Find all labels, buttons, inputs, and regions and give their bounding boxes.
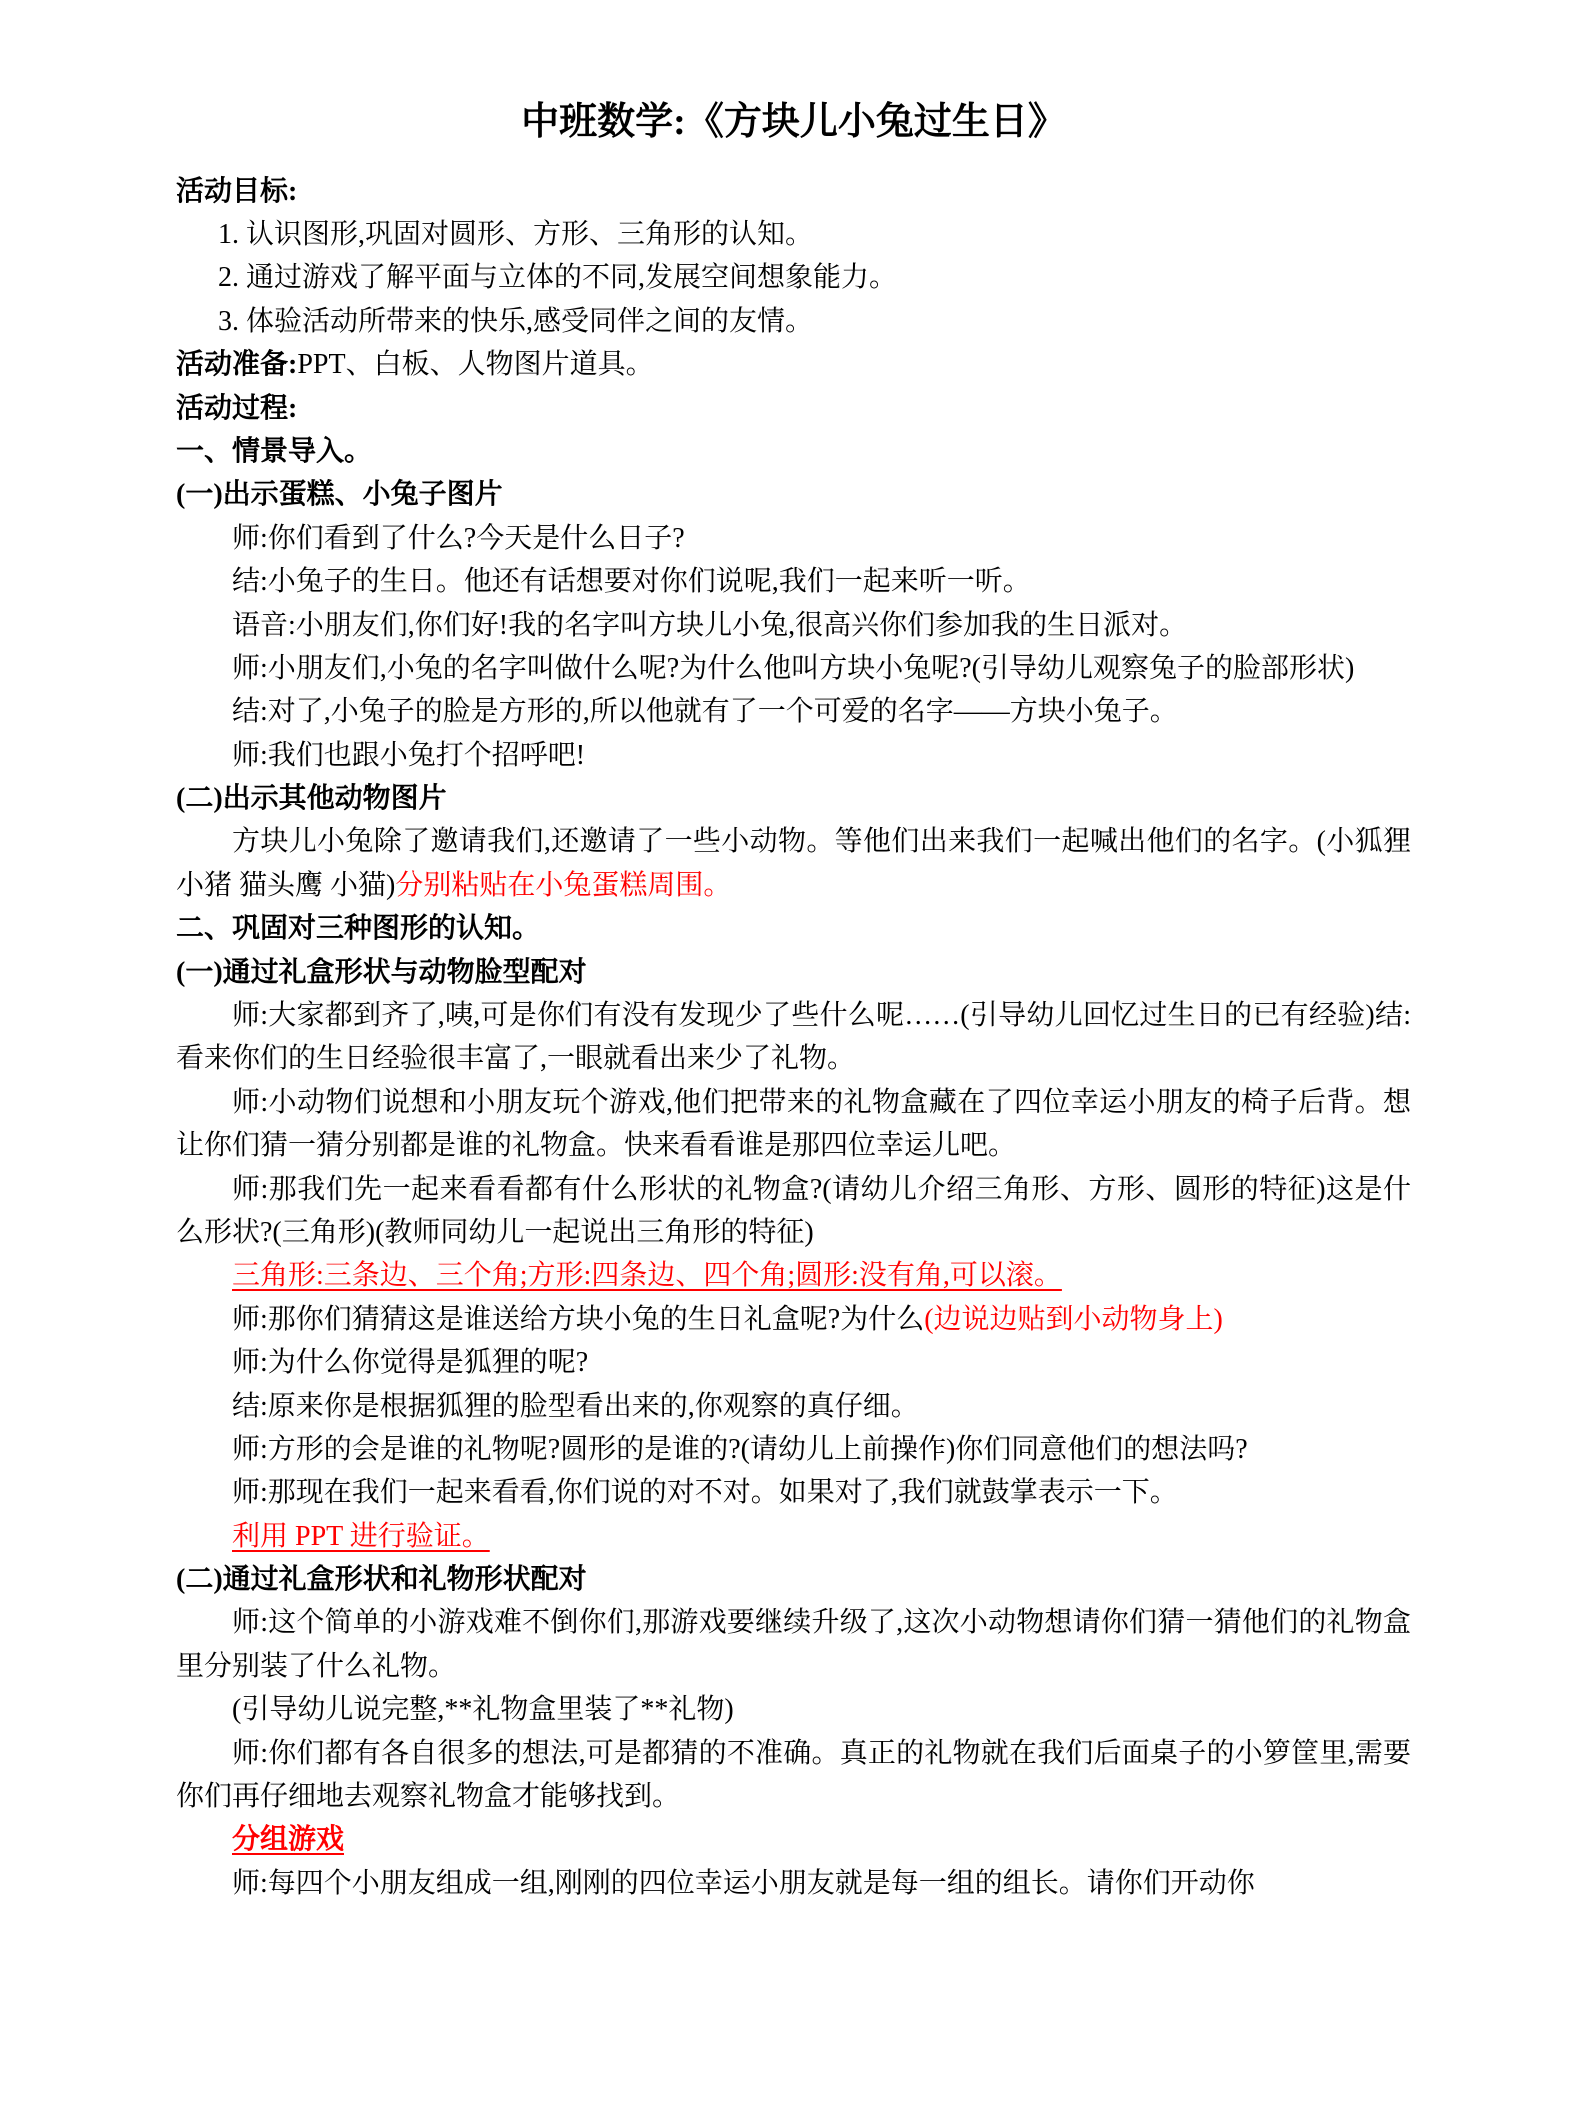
text-segment: 师:这个简单的小游戏难不倒你们,那游戏要继续升级了,这次小动物想请你们猜一猜他们的礼物盒里分别装了什么礼物。	[176, 1607, 1411, 1682]
text-segment: 师:那你们猜猜这是谁送给方块小兔的生日礼盒呢?为什么	[232, 1303, 925, 1335]
text-segment: 师:你们看到了什么?今天是什么日子?	[232, 522, 685, 554]
text-segment: 活动目标:	[176, 175, 298, 207]
paragraph	[176, 1341, 1411, 1384]
paragraph	[176, 1298, 1411, 1341]
paragraph	[176, 1515, 1411, 1558]
paragraph	[176, 951, 1411, 994]
paragraph	[176, 1732, 1411, 1819]
text-segment: 结:原来你是根据狐狸的脸型看出来的,你观察的真仔细。	[232, 1390, 919, 1422]
paragraph	[176, 690, 1411, 733]
document-title: 中班数学:《方块儿小兔过生日》	[521, 101, 1066, 143]
text-segment: 师:每四个小朋友组成一组,刚刚的四位幸运小朋友就是每一组的组长。请你们开动你	[232, 1867, 1255, 1899]
paragraph	[176, 473, 1411, 516]
paragraph	[176, 517, 1411, 560]
paragraph	[176, 1601, 1411, 1688]
text-segment: (一)通过礼盒形状与动物脸型配对	[176, 956, 587, 988]
paragraph	[176, 907, 1411, 950]
paragraph	[176, 994, 1411, 1081]
text-segment: (二)通过礼盒形状和礼物形状配对	[176, 1564, 587, 1596]
text-segment: (一)出示蛋糕、小兔子图片	[176, 479, 503, 511]
text-segment: 语音:小朋友们,你们好!我的名字叫方块儿小兔,很高兴你们参加我的生日派对。	[232, 609, 1188, 641]
paragraph	[176, 1862, 1411, 1905]
paragraph	[176, 1428, 1411, 1471]
paragraph	[176, 820, 1411, 907]
paragraph	[176, 256, 1411, 299]
text-segment: 利用 PPT 进行验证。	[232, 1520, 490, 1552]
text-segment: 师:小动物们说想和小朋友玩个游戏,他们把带来的礼物盒藏在了四位幸运小朋友的椅子后背。想让你们猜一猜分别都是谁的礼物盒。快来看看谁是那四位幸运儿吧。	[176, 1086, 1411, 1162]
paragraph	[176, 213, 1411, 256]
paragraph	[176, 777, 1411, 820]
text-segment: 师:你们都有各自很多的想法,可是都猜的不准确。真正的礼物就在我们后面桌子的小箩筐里,需要你们再仔细地去观察礼物盒才能够找到。	[176, 1737, 1411, 1813]
text-segment: 师:为什么你觉得是狐狸的呢?	[232, 1347, 589, 1379]
paragraph	[176, 387, 1411, 430]
paragraph	[176, 560, 1411, 603]
paragraph	[176, 734, 1411, 777]
text-segment: 2. 通过游戏了解平面与立体的不同,发展空间想象能力。	[218, 262, 898, 294]
text-segment: 分组游戏	[232, 1824, 345, 1856]
paragraph	[176, 300, 1411, 343]
paragraph	[176, 1385, 1411, 1428]
paragraph	[176, 1558, 1411, 1601]
text-segment: 师:方形的会是谁的礼物呢?圆形的是谁的?(请幼儿上前操作)你们同意他们的想法吗?	[232, 1433, 1248, 1465]
text-segment: 方块儿小兔除了邀请我们,还邀请了一些小动物。等他们出来我们一起喊出他们的名字。(小狐狸 小猪 猫头鹰 小猫)	[176, 826, 1411, 901]
text-segment: 结:对了,小兔子的脸是方形的,所以他就有了一个可爱的名字——方块小兔子。	[232, 696, 1178, 728]
text-segment: 活动过程:	[176, 392, 298, 424]
text-segment: 3. 体验活动所带来的快乐,感受同伴之间的友情。	[218, 305, 814, 337]
paragraph	[176, 170, 1411, 213]
text-segment: (引导幼儿说完整,**礼物盒里装了**礼物)	[232, 1694, 734, 1726]
text-segment: 师:大家都到齐了,咦,可是你们有没有发现少了些什么呢……(引导幼儿回忆过生日的已有经验)结:看来你们的生日经验很丰富了,一眼就看出来少了礼物。	[176, 1000, 1411, 1075]
document-body	[176, 170, 1411, 1906]
text-segment: 一、情景导入。	[176, 435, 373, 467]
text-segment: (二)出示其他动物图片	[176, 783, 447, 815]
text-segment: 活动准备:	[176, 349, 298, 381]
text-segment: 师:我们也跟小兔打个招呼吧!	[232, 739, 586, 771]
text-segment: 三角形:三条边、三个角;方形:四条边、四个角;圆形:没有角,可以滚。	[232, 1260, 1062, 1292]
text-segment: 结:小兔子的生日。他还有话想要对你们说呢,我们一起来听一听。	[232, 566, 1031, 598]
paragraph	[176, 1168, 1411, 1255]
paragraph	[176, 1254, 1411, 1297]
text-segment: PPT、白板、人物图片道具。	[297, 349, 654, 381]
paragraph	[176, 430, 1411, 473]
text-segment: 二、巩固对三种图形的认知。	[176, 913, 541, 945]
text-segment: 师:那现在我们一起来看看,你们说的对不对。如果对了,我们就鼓掌表示一下。	[232, 1477, 1178, 1509]
paragraph	[176, 647, 1411, 690]
text-segment: 分别粘贴在小兔蛋糕周围。	[395, 869, 732, 901]
paragraph	[176, 343, 1411, 386]
paragraph	[176, 1081, 1411, 1168]
text-segment: 1. 认识图形,巩固对圆形、方形、三角形的认知。	[218, 218, 814, 250]
paragraph	[176, 1818, 1411, 1861]
paragraph	[176, 1688, 1411, 1731]
text-segment: 师:小朋友们,小兔的名字叫做什么呢?为什么他叫方块小兔呢?(引导幼儿观察兔子的脸部形状)	[232, 652, 1355, 684]
text-segment: (边说边贴到小动物身上)	[924, 1303, 1223, 1335]
paragraph	[176, 1471, 1411, 1514]
paragraph	[176, 604, 1411, 647]
text-segment: 师:那我们先一起来看看都有什么形状的礼物盒?(请幼儿介绍三角形、方形、圆形的特征)这是什么形状?(三角形)(教师同幼儿一起说出三角形的特征)	[176, 1173, 1411, 1248]
